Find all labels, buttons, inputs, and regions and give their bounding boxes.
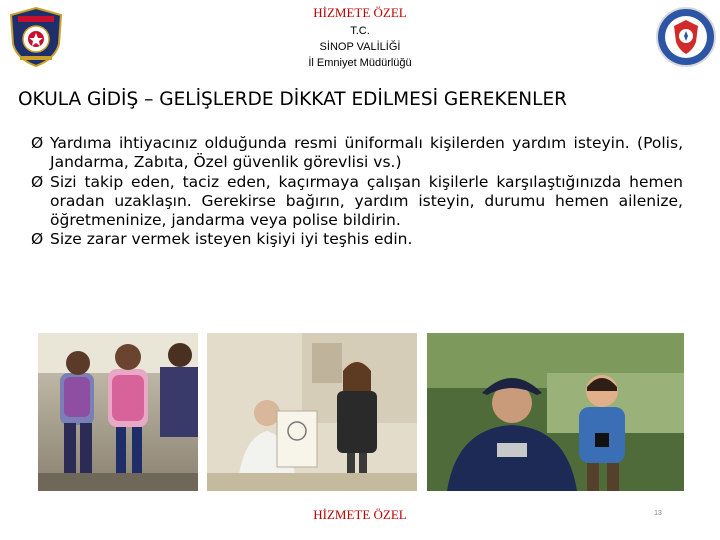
org-line-valilik: SİNOP VALİLİĞİ bbox=[319, 41, 401, 53]
org-line-tc: T.C. bbox=[350, 25, 370, 37]
bullet-arrow-icon: Ø bbox=[31, 230, 44, 249]
police-badge-icon bbox=[8, 6, 64, 68]
police-officer-helping-child-photo bbox=[427, 333, 684, 491]
bullet-item bbox=[31, 134, 683, 173]
bullet-text: Yardıma ihtiyacınız olduğunda resmi üniformalı kişilerden yardım isteyin. (Polis, Jandarma, Zabıta, Özel güvenlik görevlisi vs.) bbox=[50, 134, 683, 172]
bullet-arrow-icon: Ø bbox=[31, 172, 44, 191]
page-number: 13 bbox=[654, 510, 662, 517]
bullet-text: Size zarar vermek isteyen kişiyi iyi teşhis edin. bbox=[50, 230, 413, 249]
children-walking-to-school-photo bbox=[38, 333, 198, 491]
bullet-list bbox=[31, 134, 683, 250]
classification-top: HİZMETE ÖZEL bbox=[313, 5, 407, 20]
bullet-item bbox=[31, 173, 683, 231]
police-roundel-icon bbox=[655, 6, 717, 68]
slide-title: OKULA GİDİŞ – GELİŞLERDE DİKKAT EDİLMESİ GEREKENLER bbox=[18, 89, 567, 110]
org-line-mudurluk: İl Emniyet Müdürlüğü bbox=[308, 57, 412, 69]
bullet-arrow-icon: Ø bbox=[31, 134, 44, 152]
classification-bottom: HİZMETE ÖZEL bbox=[313, 507, 407, 522]
sketch-artist-with-girl-photo bbox=[207, 333, 417, 491]
bullet-item bbox=[31, 230, 683, 249]
bullet-text: Sizi takip eden, taciz eden, kaçırmaya çalışan kişilerle karşılaştığınızda hemen oradan uzaklaşın. Gerekirse bağırın, yardım isteyin, durumu hemen ailenize, öğretmeninize, jandarma veya polise bildirin. bbox=[50, 172, 683, 230]
